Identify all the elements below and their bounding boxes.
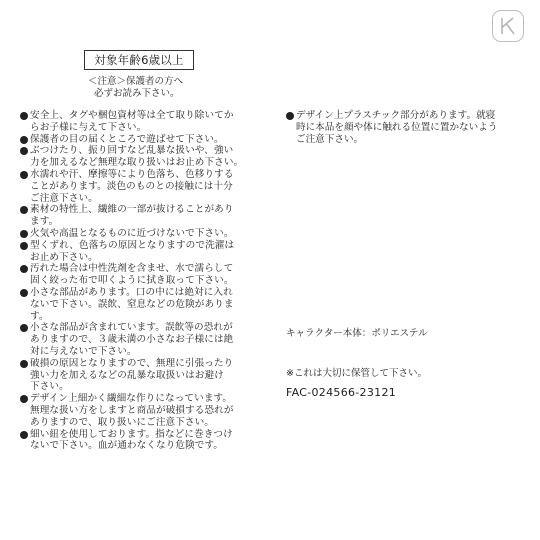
bullet-icon — [20, 147, 28, 155]
guardian-notice — [88, 76, 183, 100]
k-logo-icon — [492, 10, 524, 42]
bullet-icon — [20, 431, 28, 439]
warning-text-line: らお子様に与えて下さい。 — [30, 121, 147, 133]
bullet-icon — [20, 206, 28, 214]
notice-line-2: 必ずお読み下さい。 — [94, 88, 180, 99]
warning-item — [20, 358, 260, 393]
warning-item — [20, 393, 260, 428]
warning-text-line: す。 — [30, 310, 49, 322]
warning-text-line: 素材の特性上、繊維の一部が抜けることがあり — [30, 204, 234, 216]
warning-text-line: 固く絞った布で叩くように拭き取って下さい。 — [30, 275, 234, 287]
warning-text-line: 対に与えないで下さい。 — [30, 345, 137, 357]
warning-text-line: 水濡れや汗、摩擦等により色落ち、色移りする — [30, 168, 234, 180]
warning-text-line: 安全上、タグや梱包資材等は全て取り除いてか — [30, 110, 234, 121]
warning-text-line: 小さな部品が含まれています。誤飲等の恐れが — [30, 322, 233, 334]
k-letter-icon — [499, 16, 517, 36]
warning-list — [20, 110, 260, 452]
warning-text-line: 汚れた場合は中性洗剤を含ませ、水で濡らして — [30, 263, 234, 275]
warning-text-line: 無理な扱い方をしますと商品が破損する恐れが — [30, 404, 234, 416]
bullet-icon — [20, 265, 28, 273]
warning-text-line: デザイン上細かく繊細な作りになっています。 — [30, 393, 233, 405]
warning-item — [20, 287, 260, 322]
warning-item — [20, 263, 260, 287]
material-info: キャラクター本体：ポリエステル — [286, 328, 428, 339]
warning-item — [20, 322, 260, 357]
warning-item — [20, 134, 260, 146]
bullet-icon — [20, 324, 28, 332]
warning-text-line: ないで下さい。血が通わなくなり危険です。 — [30, 440, 224, 452]
plastic-warning-line: ご注意下さい。 — [296, 133, 364, 145]
warning-item — [20, 204, 260, 228]
warning-text-line: 保護者の目の届くところで遊ばせて下さい。 — [30, 133, 224, 145]
warning-text-line: ことがあります。淡色のものとの接触には十分 — [30, 180, 233, 192]
warning-item — [20, 429, 260, 453]
warning-item — [20, 169, 260, 204]
warning-item — [20, 240, 260, 264]
warning-text-line: 下さい。 — [30, 381, 69, 393]
bullet-icon — [20, 171, 28, 179]
warning-text-line: ます。 — [30, 216, 59, 228]
bullet-icon — [20, 230, 28, 238]
notice-line-1: ＜注意＞保護者の方へ — [88, 76, 184, 87]
warning-text-line: ありますので、３歳未満の小さなお子様には絶 — [30, 334, 234, 346]
warning-item — [20, 228, 260, 240]
keep-note: ※これは大切に保管して下さい。 — [286, 368, 427, 379]
warning-text-line: ぶつけたり、振り回すなど乱暴な扱いや、強い — [30, 145, 234, 157]
plastic-warning — [286, 110, 526, 145]
warning-text-line: 型くずれ、色落ちの原因となりますので洗濯は — [30, 239, 235, 251]
warning-text-line: 火気や高温となるものに近づけないで下さい。 — [30, 227, 234, 239]
warning-text-line: お止め下さい。 — [30, 251, 98, 263]
warning-text-line: ないで下さい。誤飲、窒息などの危険がありま — [30, 298, 234, 310]
warning-text-line: 力を加えるなど無理な取り扱いはお止め下さい。 — [30, 157, 244, 169]
bullet-icon — [20, 136, 28, 144]
bullet-icon — [20, 360, 28, 368]
warning-text-line: 強い力を加えるなどの乱暴な取扱いはお避け — [30, 369, 224, 381]
bullet-icon — [20, 242, 28, 250]
warning-text-line: ご注意下さい。 — [30, 192, 98, 204]
age-rating-label: 対象年齢6歳以上 — [84, 50, 194, 70]
plastic-warning-line: 時に本品を顔や体に触れる位置に置かないよう — [296, 121, 498, 133]
product-code: FAC-024566-23121 — [286, 386, 397, 399]
warning-text-line: ありますので、取り扱いにご注意下さい。 — [30, 416, 214, 428]
right-warning-block — [286, 110, 526, 145]
warning-text-line: 細い紐を使用しております。指などに巻きつけ — [30, 428, 233, 440]
bullet-icon — [20, 289, 28, 297]
bullet-icon — [286, 112, 294, 120]
bullet-icon — [20, 395, 28, 403]
bullet-icon — [20, 112, 28, 120]
warning-item — [20, 110, 260, 134]
plastic-warning-line: デザイン上プラスチック部分があります。就寝 — [296, 110, 496, 121]
warning-text-line: 破損の原因となりますので、無理に引張ったり — [30, 357, 234, 369]
warning-text-line: 小さな部品があります。口の中には絶対に入れ — [30, 286, 233, 298]
warning-item — [20, 145, 260, 169]
